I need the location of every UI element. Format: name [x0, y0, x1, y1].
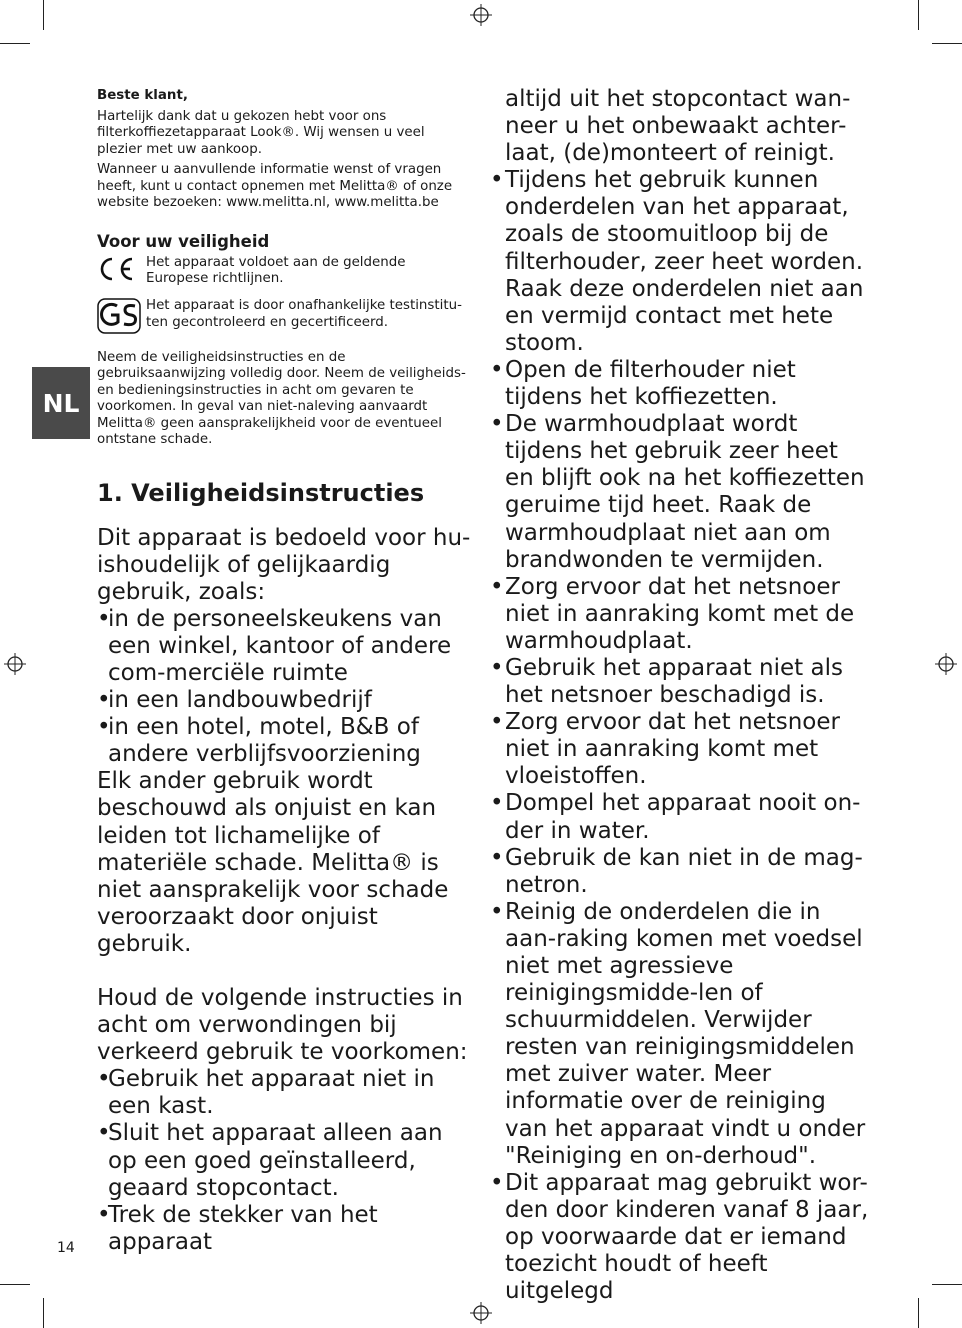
crop-mark [918, 0, 919, 30]
list-item: • Dompel het apparaat nooit on-der in water. [490, 790, 870, 844]
page-number: 14 [57, 1240, 75, 1256]
list-item: • in een hotel, motel, B&B of andere verblijfsvoorziening [97, 714, 472, 768]
gs-text: Het apparaat is door onafhankelijke testinstitu-ten gecontroleerd en gecertificeerd. [146, 298, 462, 330]
registration-mark-icon [935, 653, 957, 675]
instruction-list-left [97, 1066, 472, 1256]
crop-mark [43, 0, 44, 30]
section-title: 1. Veiligheidsinstructies [97, 478, 425, 507]
list-item: • Gebruik de kan niet in de mag-netron. [490, 845, 870, 899]
registration-mark-icon [470, 1302, 492, 1324]
warning-note: Neem de veiligheidsinstructies en de gebruiksaanwijzing volledig door. Neem de veiligheids- en bedieningsinstructies in acht om gevaren te voorkomen. In geval van niet-naleving aanvaardt Melitta® geen aansprakelijkheid voor de eventueel ontstane schade. [97, 349, 466, 447]
list-item: • Reinig de onderdelen die in aan-raking komen met voedsel niet met agressieve reinigingsmidde-len of schuurmiddelen. Verwijder resten van reinigingsmiddelen met zuiver water. Meer informatie over de reiniging van het apparaat vindt u onder "Reiniging en on-derhoud". [490, 899, 870, 1170]
greeting: Beste klant, [97, 88, 188, 103]
crop-mark [932, 43, 962, 44]
intro-paragraph: Hartelijk dank dat u gekozen hebt voor ons filterkoffiezetapparaat Look®. Wij wensen u veel plezier met uw aankoop. [97, 108, 425, 157]
registration-mark-icon [4, 653, 26, 675]
continuation-text: altijd uit het stopcontact wan-neer u het onbewaakt achter-laat, (de)monteert of reinigt. [505, 86, 851, 167]
left-column [97, 88, 472, 1256]
right-column [490, 86, 870, 1305]
safety-heading: Voor uw veiligheid [97, 231, 270, 251]
ce-text: Het apparaat voldoet aan de geldende Europese richtlijnen. [146, 254, 406, 286]
ce-mark-icon [97, 255, 135, 283]
list-item: • Gebruik het apparaat niet als het netsnoer beschadigd is. [490, 655, 870, 709]
list-item: • De warmhoudplaat wordt tijdens het gebruik zeer heet en blijft ook na het koffiezetten geruime tijd heet. Raak de warmhoudplaat niet aan om brandwonden te vermijden. [490, 411, 870, 574]
list-item: • Trek de stekker van het apparaat [97, 1202, 472, 1256]
crop-mark [0, 1284, 30, 1285]
crop-mark [43, 1298, 44, 1328]
use-intro: Dit apparaat is bedoeld voor hu-ishoudelijk of gelijkaardig gebruik, zoals: [97, 524, 471, 605]
list-item: • in een landbouwbedrijf [97, 687, 472, 714]
list-item: • Tijdens het gebruik kunnen onderdelen van het apparaat, zoals de stoomuitloop bij de filterhouder, zeer heet worden. Raak deze onderdelen niet aan en vermijd contact met hete stoom. [490, 167, 870, 357]
language-tab: NL [32, 367, 90, 439]
intro-paragraph: Wanneer u aanvullende informatie wenst of vragen heeft, kunt u contact opnemen met Melitta® of onze website bezoeken: www.melitta.nl, www.melitta.be [97, 162, 453, 210]
instruction-list-right [490, 167, 870, 1305]
gs-certification-icon [97, 298, 141, 334]
crop-mark [918, 1298, 919, 1328]
list-item: • Zorg ervoor dat het netsnoer niet in aanraking komt met de warmhoudplaat. [490, 574, 870, 655]
crop-mark [0, 43, 30, 44]
use-other-paragraph: Elk ander gebruik wordt beschouwd als onjuist en kan leiden tot lichamelijke of materiële schade. Melitta® is niet aansprakelijk voor schade veroorzaakt door onjuist gebruik. [97, 768, 449, 957]
use-list [97, 606, 472, 769]
list-item: • Dit apparaat mag gebruikt wor-den door kinderen vanaf 8 jaar, op voorwaarde dat er iemand toezicht houdt of heeft uitgelegd [490, 1170, 870, 1305]
registration-mark-icon [470, 4, 492, 26]
list-item: • Gebruik het apparaat niet in een kast. [97, 1066, 472, 1120]
follow-intro: Houd de volgende instructies in acht om verwondingen bij verkeerd gebruik te voorkomen: [97, 985, 468, 1066]
list-item: • in de personeelskeukens van een winkel, kantoor of andere com-merciële ruimte [97, 606, 472, 687]
crop-mark [932, 1284, 962, 1285]
list-item: • Sluit het apparaat alleen aan op een goed geïnstalleerd, geaard stopcontact. [97, 1120, 472, 1201]
list-item: • Open de filterhouder niet tijdens het koffiezetten. [490, 357, 870, 411]
list-item: • Zorg ervoor dat het netsnoer niet in aanraking komt met vloeistoffen. [490, 709, 870, 790]
